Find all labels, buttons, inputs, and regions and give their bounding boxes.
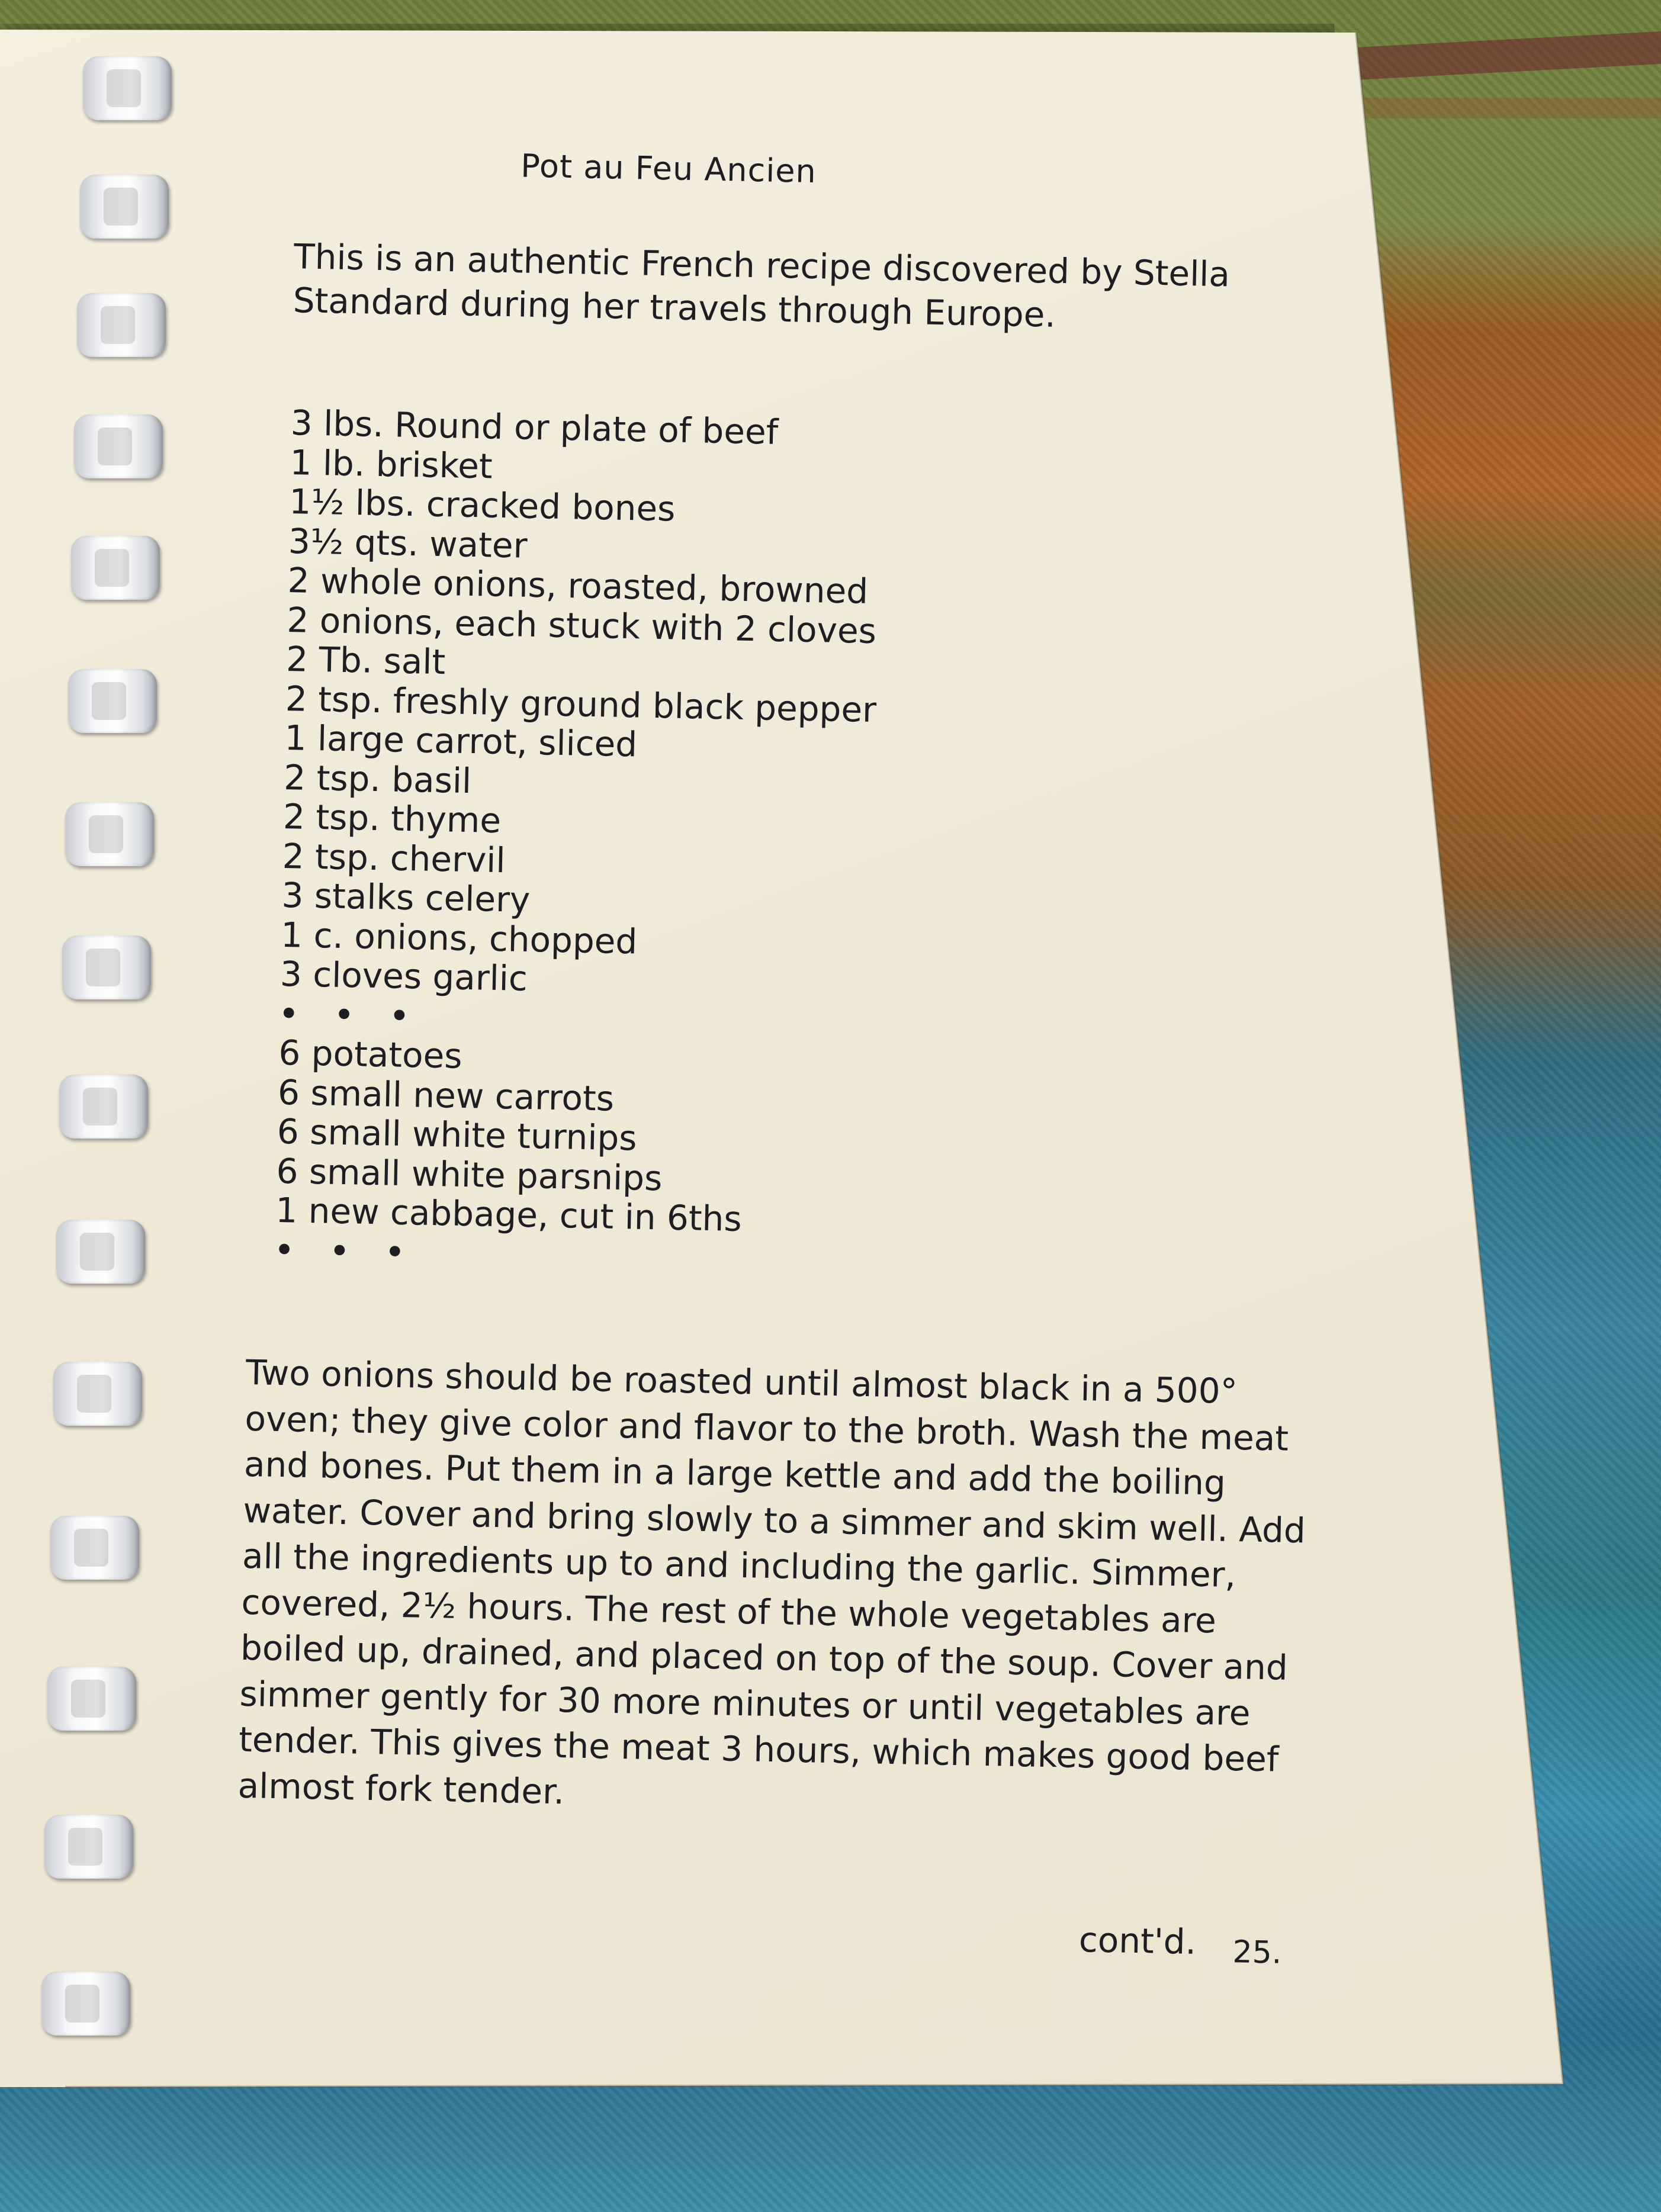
ingredient-item: 1 c. onions, chopped [280, 914, 638, 962]
binding-ring [77, 293, 166, 357]
ingredient-item: 3 stalks celery [281, 874, 531, 920]
ingredient-item: 2 onions, each stuck with 2 cloves [286, 599, 877, 651]
continued-note: cont'd. [1078, 1920, 1197, 1962]
section-divider: • • • [279, 996, 422, 1033]
binding-ring [83, 56, 172, 120]
ingredient-item: 3½ qts. water [288, 520, 528, 566]
ingredient-item: 2 tsp. freshly ground black pepper [285, 678, 877, 730]
ingredient-item: 2 whole onions, roasted, browned [287, 560, 869, 612]
ingredient-item: 6 small white parsnips [275, 1150, 663, 1198]
binding-ring [44, 1815, 133, 1879]
ingredient-item: 2 Tb. salt [285, 638, 446, 683]
binding-ring [50, 1516, 139, 1580]
binding-ring [41, 1972, 130, 2036]
binding-ring [53, 1362, 142, 1426]
binding-ring [47, 1667, 136, 1731]
recipe-intro: This is an authentic French recipe discovered by Stella Standard during her travels through Europe. [293, 236, 1231, 335]
ingredient-item: 1½ lbs. cracked bones [288, 481, 676, 529]
ingredient-item: 1 large carrot, sliced [284, 717, 638, 765]
page-number: 25. [1232, 1934, 1282, 1971]
spiral-binding [0, 0, 201, 2212]
binding-ring [80, 175, 169, 239]
binding-ring [74, 414, 163, 478]
ingredient-item: 6 potatoes [278, 1032, 463, 1076]
binding-ring [65, 802, 154, 866]
binding-ring [56, 1220, 145, 1284]
ingredient-item: 2 tsp. chervil [282, 835, 506, 880]
ingredient-item: 6 small white turnips [277, 1111, 638, 1159]
section-divider: • • • [274, 1232, 418, 1269]
ingredient-item: 3 cloves garlic [279, 953, 528, 999]
recipe-directions: Two onions should be roasted until almost black in a 500° oven; they give color and flavor to the broth. Wash the meat and bones. Put them in a large kettle and add the boiling water. Cover and bring slowly to a simmer and skim well. Add all the ingredients up to and including the garlic. Simmer, covered, 2½ hours. The rest of the whole vegetables are boiled up, drained, and placed on top of the soup. Cover and simmer gently for 30 more minutes or until vegetables are tender. This gives the meat 3 hours, which makes good beef almost fork tender. [237, 1352, 1306, 1812]
ingredient-item: 6 small new carrots [277, 1072, 615, 1119]
ingredient-item: 2 tsp. thyme [282, 796, 502, 841]
binding-ring [59, 1075, 148, 1139]
ingredient-item: 1 new cabbage, cut in 6ths [275, 1189, 743, 1239]
ingredient-item: 3 lbs. Round or plate of beef [290, 403, 779, 452]
binding-ring [68, 669, 157, 733]
ingredient-item: 2 tsp. basil [283, 757, 472, 801]
binding-ring [62, 935, 151, 999]
ingredient-list [274, 403, 882, 1281]
ingredient-item: 1 lb. brisket [289, 442, 493, 487]
recipe-title: Pot au Feu Ancien [520, 147, 817, 191]
binding-ring [71, 536, 160, 600]
